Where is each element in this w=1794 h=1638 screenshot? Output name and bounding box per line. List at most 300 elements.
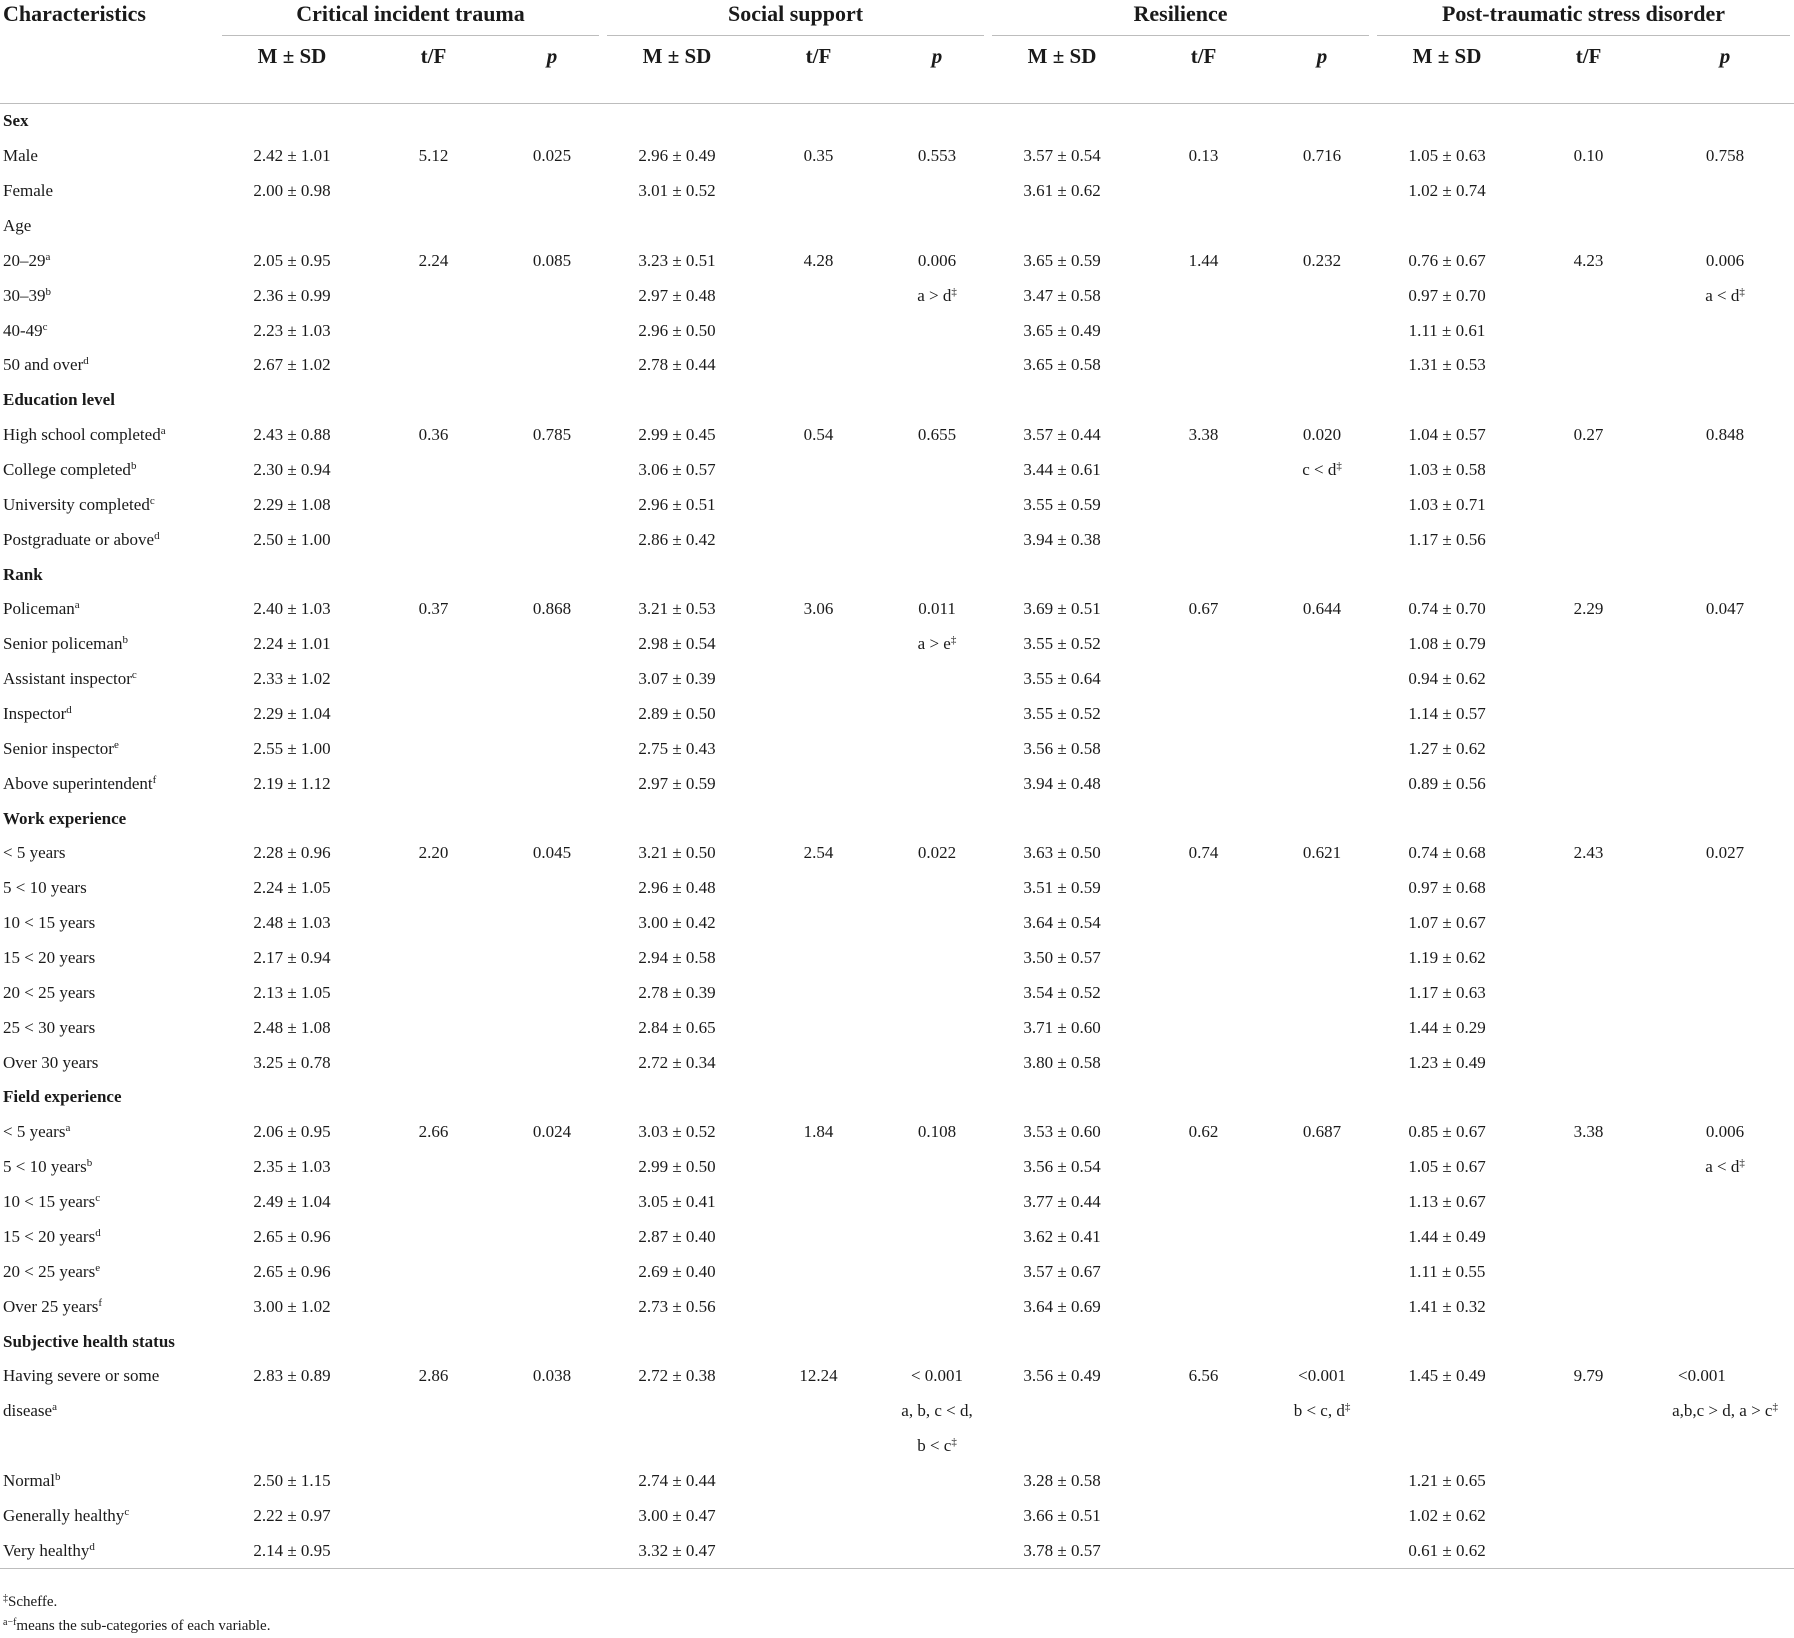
cell-ss-p	[886, 348, 988, 383]
cell-value: 3.94 ± 0.48	[1023, 773, 1101, 793]
cell-ptsd-msd	[1373, 557, 1521, 592]
row-label-text: Senior policeman	[3, 634, 123, 654]
cell-ptsd-msd	[1373, 1324, 1521, 1359]
cell-cit-tf	[366, 1289, 501, 1324]
cell-ptsd-msd	[1373, 766, 1521, 801]
footnote-subcategories-text: means the sub-categories of each variable.	[16, 1618, 271, 1634]
cell-ss-msd	[603, 1150, 751, 1185]
cell-ss-msd	[603, 1254, 751, 1289]
cell-value: 12.24	[799, 1366, 838, 1386]
cell-ptsd-p	[1656, 278, 1794, 313]
cell-ptsd-p	[1656, 697, 1794, 732]
cell-cit-tf	[366, 243, 501, 278]
cell-ss-p	[886, 1254, 988, 1289]
row-label-text: 10 < 15 years	[3, 1192, 96, 1212]
cell-ptsd-tf	[1521, 209, 1656, 244]
cell-res-p	[1271, 766, 1373, 801]
cell-ptsd-msd	[1373, 418, 1521, 453]
cell-value: 2.14 ± 0.95	[253, 1540, 331, 1560]
cell-res-msd	[988, 592, 1136, 627]
cell-value: 0.038	[532, 1366, 572, 1386]
cell-ss-msd	[603, 906, 751, 941]
cell-value: 0.006	[1705, 1122, 1745, 1142]
cell-res-msd	[988, 836, 1136, 871]
subcategory-superscript: d	[83, 355, 89, 368]
cell-value: 0.011	[918, 599, 956, 619]
scheffe-superscript: ‡	[951, 1436, 957, 1449]
cell-value: 2.99 ± 0.45	[638, 425, 716, 445]
cell-res-tf	[1136, 557, 1271, 592]
cell-ss-msd	[603, 766, 751, 801]
cell-value: a < d	[1705, 285, 1740, 305]
cell-res-tf	[1136, 522, 1271, 557]
cell-ptsd-tf	[1521, 766, 1656, 801]
cell-ss-msd	[603, 174, 751, 209]
cell-cit-p	[501, 697, 603, 732]
subheader-ss-msd: M ± SD	[603, 36, 751, 104]
cell-value: 2.17 ± 0.94	[253, 948, 331, 968]
subcategory-superscript: c	[42, 320, 48, 333]
cell-value: 2.42 ± 1.01	[253, 146, 331, 166]
cell-ptsd-p	[1656, 487, 1794, 522]
cell-value: 2.96 ± 0.48	[638, 878, 716, 898]
cell-ss-msd	[603, 522, 751, 557]
row-label	[0, 871, 218, 906]
cell-ss-msd	[603, 801, 751, 836]
blank-header-cell	[0, 36, 218, 104]
row-label	[0, 731, 218, 766]
cell-res-tf	[1136, 1533, 1271, 1568]
cell-res-tf	[1136, 1394, 1271, 1429]
cell-ptsd-tf	[1521, 801, 1656, 836]
subcategory-superscript: c	[131, 669, 137, 682]
cell-value: 0.36	[418, 425, 449, 445]
cell-cit-p	[501, 801, 603, 836]
scheffe-superscript: ‡	[950, 634, 957, 647]
cell-ptsd-p	[1656, 662, 1794, 697]
cell-ptsd-p	[1656, 348, 1794, 383]
cell-res-tf	[1136, 836, 1271, 871]
cell-ptsd-msd	[1373, 243, 1521, 278]
cell-ptsd-tf	[1521, 975, 1656, 1010]
cell-cit-msd	[218, 766, 366, 801]
cell-ptsd-tf	[1521, 627, 1656, 662]
cell-ss-p	[886, 1045, 988, 1080]
cell-ss-msd	[603, 1533, 751, 1568]
subcategory-superscript: a	[65, 1122, 71, 1135]
cell-res-p	[1271, 348, 1373, 383]
cell-ptsd-p	[1656, 522, 1794, 557]
cell-res-tf	[1136, 1115, 1271, 1150]
cell-value: b < c, d	[1293, 1401, 1345, 1421]
cell-ss-tf	[751, 1394, 886, 1429]
cell-res-p	[1271, 906, 1373, 941]
row-label-text: Very healthy	[3, 1540, 90, 1560]
cell-res-msd	[988, 871, 1136, 906]
cell-cit-tf	[366, 1220, 501, 1255]
cell-cit-tf	[366, 557, 501, 592]
cell-ptsd-p	[1656, 1185, 1794, 1220]
cell-value: 3.06 ± 0.57	[638, 460, 716, 480]
cell-value: 3.66 ± 0.51	[1023, 1505, 1101, 1525]
cell-cit-tf	[366, 1115, 501, 1150]
cell-ss-p	[886, 174, 988, 209]
cell-ss-p	[886, 313, 988, 348]
cell-cit-tf	[366, 1359, 501, 1394]
cell-ss-msd	[603, 1498, 751, 1533]
table-row	[0, 941, 1794, 976]
subheader-ptsd-p: p	[1656, 36, 1794, 104]
cell-ss-tf	[751, 1185, 886, 1220]
cell-ss-msd	[603, 313, 751, 348]
cell-cit-msd	[218, 1185, 366, 1220]
cell-value: 3.25 ± 0.78	[253, 1052, 331, 1072]
row-label	[0, 1010, 218, 1045]
cell-ss-msd	[603, 697, 751, 732]
cell-value: 6.56	[1188, 1366, 1219, 1386]
cell-value: 1.07 ± 0.67	[1408, 913, 1486, 933]
row-label	[0, 453, 218, 488]
cell-ptsd-tf	[1521, 104, 1656, 139]
cell-ss-msd	[603, 1464, 751, 1499]
cell-ptsd-p	[1656, 209, 1794, 244]
group-header-critical-incident-trauma: Critical incident trauma	[218, 0, 603, 36]
cell-cit-tf	[366, 975, 501, 1010]
cell-res-tf	[1136, 1289, 1271, 1324]
cell-ss-p	[886, 731, 988, 766]
cell-res-p	[1271, 1150, 1373, 1185]
cell-cit-msd	[218, 627, 366, 662]
cell-value: 3.55 ± 0.52	[1023, 704, 1101, 724]
cell-value: 3.32 ± 0.47	[638, 1540, 716, 1560]
row-label	[0, 418, 218, 453]
subcategory-superscript: d	[154, 529, 160, 542]
cell-value: 1.21 ± 0.65	[1408, 1470, 1486, 1490]
subcategory-superscript: b	[122, 634, 128, 647]
cell-value: 3.03 ± 0.52	[638, 1122, 716, 1142]
table-row	[0, 1289, 1794, 1324]
cell-ptsd-p	[1656, 1115, 1794, 1150]
cell-cit-msd	[218, 1289, 366, 1324]
cell-ptsd-tf	[1521, 941, 1656, 976]
subheader-ptsd-msd: M ± SD	[1373, 36, 1521, 104]
cell-value: 3.00 ± 0.47	[638, 1505, 716, 1525]
cell-value: 3.00 ± 0.42	[638, 913, 716, 933]
row-label	[0, 1080, 218, 1115]
cell-ss-p	[886, 697, 988, 732]
cell-cit-msd	[218, 1359, 366, 1394]
cell-res-p	[1271, 731, 1373, 766]
cell-cit-tf	[366, 1533, 501, 1568]
cell-value: 0.022	[917, 843, 957, 863]
cell-ptsd-msd	[1373, 453, 1521, 488]
cell-ptsd-p	[1656, 1010, 1794, 1045]
cell-ss-msd	[603, 1324, 751, 1359]
cell-cit-msd	[218, 1080, 366, 1115]
row-label	[0, 906, 218, 941]
cell-value: 2.36 ± 0.99	[253, 285, 331, 305]
cell-value: 0.89 ± 0.56	[1408, 773, 1486, 793]
cell-ptsd-p	[1656, 1429, 1794, 1464]
cell-ss-tf	[751, 1254, 886, 1289]
cell-ptsd-tf	[1521, 557, 1656, 592]
cell-ss-tf	[751, 453, 886, 488]
subheader-cit-tf: t/F	[366, 36, 501, 104]
cell-ss-msd	[603, 1289, 751, 1324]
cell-ss-msd	[603, 1115, 751, 1150]
cell-ss-p	[886, 871, 988, 906]
cell-ss-tf	[751, 906, 886, 941]
cell-ptsd-tf	[1521, 313, 1656, 348]
cell-cit-p	[501, 1254, 603, 1289]
cell-value: 0.758	[1705, 146, 1745, 166]
cell-ptsd-msd	[1373, 906, 1521, 941]
section-row	[0, 557, 1794, 592]
cell-value: 0.54	[803, 425, 834, 445]
cell-ptsd-p	[1656, 871, 1794, 906]
cell-res-msd	[988, 662, 1136, 697]
cell-ptsd-p	[1656, 1254, 1794, 1289]
table-row	[0, 906, 1794, 941]
cell-ptsd-tf	[1521, 1045, 1656, 1080]
cell-ptsd-msd	[1373, 1498, 1521, 1533]
cell-res-msd	[988, 1289, 1136, 1324]
cell-value: 3.01 ± 0.52	[638, 181, 716, 201]
cell-ptsd-tf	[1521, 1324, 1656, 1359]
cell-cit-p	[501, 1289, 603, 1324]
cell-ss-tf	[751, 174, 886, 209]
cell-ptsd-msd	[1373, 731, 1521, 766]
cell-value: 3.53 ± 0.60	[1023, 1122, 1101, 1142]
cell-cit-msd	[218, 662, 366, 697]
cell-cit-p	[501, 627, 603, 662]
cell-cit-p	[501, 487, 603, 522]
cell-cit-msd	[218, 104, 366, 139]
cell-ptsd-msd	[1373, 1045, 1521, 1080]
cell-ptsd-p	[1656, 801, 1794, 836]
table-row	[0, 348, 1794, 383]
cell-cit-p	[501, 1150, 603, 1185]
cell-value: 3.56 ± 0.58	[1023, 738, 1101, 758]
cell-ss-msd	[603, 871, 751, 906]
cell-value: 1.02 ± 0.62	[1408, 1505, 1486, 1525]
cell-cit-msd	[218, 731, 366, 766]
cell-ptsd-msd	[1373, 139, 1521, 174]
table-row	[0, 1394, 1794, 1429]
cell-ss-p	[886, 418, 988, 453]
row-label-text: Having severe or some	[3, 1366, 160, 1386]
cell-ss-tf	[751, 1533, 886, 1568]
cell-value: 3.62 ± 0.41	[1023, 1226, 1101, 1246]
cell-ptsd-msd	[1373, 1359, 1521, 1394]
cell-cit-p	[501, 104, 603, 139]
row-label	[0, 174, 218, 209]
footnote-scheffe	[3, 1590, 270, 1614]
cell-ss-msd	[603, 1045, 751, 1080]
cell-value: 3.23 ± 0.51	[638, 250, 716, 270]
cell-value: 0.13	[1188, 146, 1219, 166]
table-row	[0, 278, 1794, 313]
cell-cit-p	[501, 418, 603, 453]
table-footnotes	[3, 1590, 270, 1638]
cell-ptsd-msd	[1373, 871, 1521, 906]
row-label	[0, 209, 218, 244]
cell-ss-tf	[751, 1498, 886, 1533]
subheader-res-tf: t/F	[1136, 36, 1271, 104]
cell-res-p	[1271, 1324, 1373, 1359]
cell-value: 0.27	[1573, 425, 1604, 445]
cell-res-p	[1271, 1045, 1373, 1080]
cell-cit-tf	[366, 1429, 501, 1464]
cell-ss-p	[886, 1498, 988, 1533]
cell-ptsd-tf	[1521, 243, 1656, 278]
cell-value: 1.44	[1188, 250, 1219, 270]
cell-cit-p	[501, 522, 603, 557]
cell-value: 2.87 ± 0.40	[638, 1226, 716, 1246]
cell-ss-p	[886, 975, 988, 1010]
cell-ptsd-msd	[1373, 278, 1521, 313]
row-label-text: 15 < 20 years	[3, 948, 96, 968]
cell-value: 3.69 ± 0.51	[1023, 599, 1101, 619]
row-label-text: 50 and over	[3, 355, 84, 375]
cell-ptsd-p	[1656, 104, 1794, 139]
cell-ss-tf	[751, 1359, 886, 1394]
table-row	[0, 1533, 1794, 1568]
cell-ptsd-msd	[1373, 1150, 1521, 1185]
cell-value: 0.644	[1302, 599, 1342, 619]
row-label	[0, 383, 218, 418]
table-row	[0, 731, 1794, 766]
cell-value: 1.08 ± 0.79	[1408, 634, 1486, 654]
cell-value: 2.73 ± 0.56	[638, 1296, 716, 1316]
cell-ss-p	[886, 1115, 988, 1150]
cell-cit-msd	[218, 487, 366, 522]
cell-value: 2.78 ± 0.39	[638, 982, 716, 1002]
cell-value: 9.79	[1573, 1366, 1604, 1386]
cell-value: 3.56 ± 0.49	[1023, 1366, 1101, 1386]
cell-value: 0.37	[418, 599, 449, 619]
cell-value: 2.65 ± 0.96	[253, 1226, 331, 1246]
cell-ss-msd	[603, 1010, 751, 1045]
cell-value: 1.23 ± 0.49	[1408, 1052, 1486, 1072]
cell-ptsd-tf	[1521, 522, 1656, 557]
row-label	[0, 139, 218, 174]
cell-cit-tf	[366, 139, 501, 174]
row-label	[0, 1359, 218, 1394]
row-label-text: 10 < 15 years	[3, 913, 96, 933]
cell-value: 0.848	[1705, 425, 1745, 445]
cell-res-msd	[988, 627, 1136, 662]
cell-ptsd-msd	[1373, 313, 1521, 348]
cell-value: 3.80 ± 0.58	[1023, 1052, 1101, 1072]
cell-res-p	[1271, 1185, 1373, 1220]
row-label-text: High school completed	[3, 425, 161, 445]
cell-res-msd	[988, 941, 1136, 976]
cell-ptsd-msd	[1373, 1394, 1521, 1429]
cell-value: 2.67 ± 1.02	[253, 355, 331, 375]
cell-res-p	[1271, 1498, 1373, 1533]
cell-cit-tf	[366, 662, 501, 697]
cell-ss-p	[886, 1394, 988, 1429]
cell-value: <0.001	[1298, 1366, 1346, 1386]
cell-ss-msd	[603, 731, 751, 766]
cell-cit-p	[501, 592, 603, 627]
subcategory-superscript: b	[86, 1157, 93, 1170]
cell-ss-p	[886, 243, 988, 278]
subcategory-mark: a−f	[3, 1617, 17, 1628]
row-label-text: 5 < 10 years	[3, 878, 87, 898]
cell-ptsd-tf	[1521, 487, 1656, 522]
subcategory-superscript: a	[52, 1401, 57, 1414]
cell-ss-p	[886, 1150, 988, 1185]
cell-ss-tf	[751, 1289, 886, 1324]
cell-value: 2.98 ± 0.54	[638, 634, 716, 654]
cell-res-tf	[1136, 1254, 1271, 1289]
cell-value: 2.75 ± 0.43	[638, 738, 716, 758]
cell-cit-tf	[366, 278, 501, 313]
cell-res-tf	[1136, 1429, 1271, 1464]
table-row	[0, 662, 1794, 697]
subcategory-superscript: f	[152, 773, 157, 786]
cell-res-p	[1271, 1464, 1373, 1499]
subcategory-superscript: a	[74, 599, 80, 612]
cell-value: 3.65 ± 0.49	[1023, 320, 1101, 340]
cell-value: 2.74 ± 0.44	[638, 1470, 716, 1490]
row-label	[0, 836, 218, 871]
cell-res-msd	[988, 209, 1136, 244]
row-label	[0, 1533, 218, 1568]
cell-ss-p	[886, 592, 988, 627]
cell-cit-tf	[366, 1150, 501, 1185]
cell-ss-msd	[603, 453, 751, 488]
cell-ss-tf	[751, 209, 886, 244]
row-label-text: 30–39	[3, 285, 46, 305]
cell-ptsd-tf	[1521, 348, 1656, 383]
cell-value: 0.006	[1705, 250, 1745, 270]
subheader-cit-p: p	[501, 36, 603, 104]
cell-value: 2.86 ± 0.42	[638, 529, 716, 549]
cell-value: 0.35	[803, 146, 834, 166]
cell-value: 0.045	[532, 843, 572, 863]
cell-value: 0.85 ± 0.67	[1408, 1122, 1486, 1142]
cell-value: 0.232	[1302, 250, 1342, 270]
cell-ptsd-p	[1656, 627, 1794, 662]
cell-ss-tf	[751, 557, 886, 592]
cell-ss-msd	[603, 209, 751, 244]
cell-value: < 0.001	[910, 1366, 964, 1386]
row-label-text: Above superintendent	[3, 773, 153, 793]
cell-res-msd	[988, 1533, 1136, 1568]
cell-res-p	[1271, 871, 1373, 906]
cell-res-p	[1271, 1429, 1373, 1464]
row-label-text: Sex	[3, 111, 29, 131]
cell-res-p	[1271, 592, 1373, 627]
cell-ss-p	[886, 627, 988, 662]
cell-ss-p	[886, 1324, 988, 1359]
cell-res-msd	[988, 906, 1136, 941]
cell-ss-p	[886, 139, 988, 174]
cell-res-p	[1271, 627, 1373, 662]
cell-ss-tf	[751, 1010, 886, 1045]
cell-res-msd	[988, 975, 1136, 1010]
cell-value: 1.14 ± 0.57	[1408, 704, 1486, 724]
cell-res-tf	[1136, 1150, 1271, 1185]
cell-value: 0.76 ± 0.67	[1408, 250, 1486, 270]
cell-ptsd-p	[1656, 941, 1794, 976]
cell-ss-tf	[751, 418, 886, 453]
cell-res-p	[1271, 313, 1373, 348]
cell-res-p	[1271, 697, 1373, 732]
